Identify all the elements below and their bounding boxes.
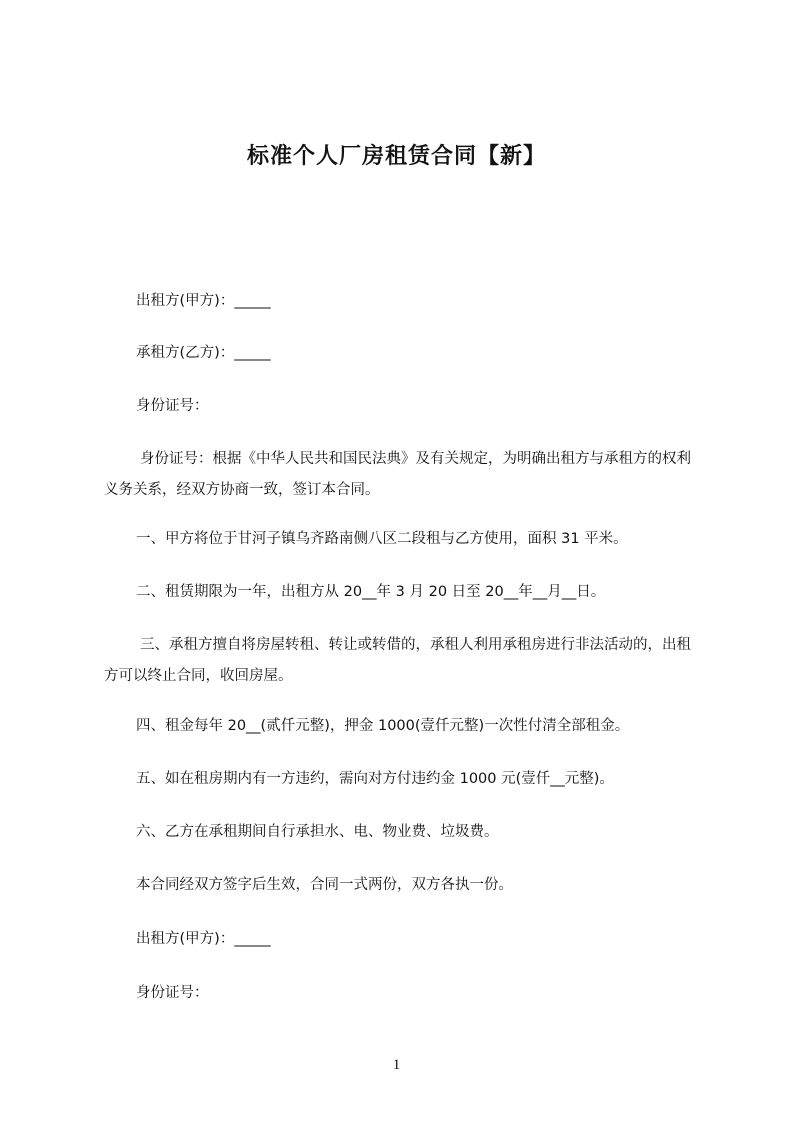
lessee-line: 承租方(乙方)：_____ — [136, 345, 271, 361]
clause-4: 四、租金每年 20__(贰仟元整)，押金 1000(壹仟元整)一次性付清全部租金。 — [136, 718, 630, 734]
clause-2: 二、租赁期限为一年，出租方从 20__年 3 月 20 日至 20__年__月__日。 — [136, 584, 606, 600]
clause-3: 三、承租方擅自将房屋转租、转让或转借的，承租人利用承租房进行非法活动的，出租方可以终止合同，收回房屋。 — [104, 637, 691, 684]
page-number: 1 — [392, 1057, 401, 1073]
effectiveness-clause: 本合同经双方签字后生效，合同一式两份，双方各执一份。 — [136, 877, 513, 893]
lessor-line: 出租方(甲方)：_____ — [136, 293, 271, 309]
document-title: 标准个人厂房租赁合同【新】 — [246, 144, 546, 169]
signature-id-number-line: 身份证号： — [136, 985, 209, 1001]
id-number-line: 身份证号： — [136, 398, 209, 414]
clause-1: 一、甲方将位于甘河子镇乌齐路南侧八区二段租与乙方使用，面积 31 平米。 — [136, 531, 628, 547]
clause-6: 六、乙方在承租期间自行承担水、电、物业费、垃圾费。 — [136, 824, 499, 840]
preamble-paragraph: 身份证号：根据《中华人民共和国民法典》及有关规定，为明确出租方与承租方的权利义务关系，经双方协商一致，签订本合同。 — [104, 451, 691, 498]
clause-5: 五、如在租房期内有一方违约，需向对方付违约金 1000 元(壹仟__元整)。 — [136, 771, 614, 787]
lessor-signature-line: 出租方(甲方)：_____ — [136, 931, 271, 947]
